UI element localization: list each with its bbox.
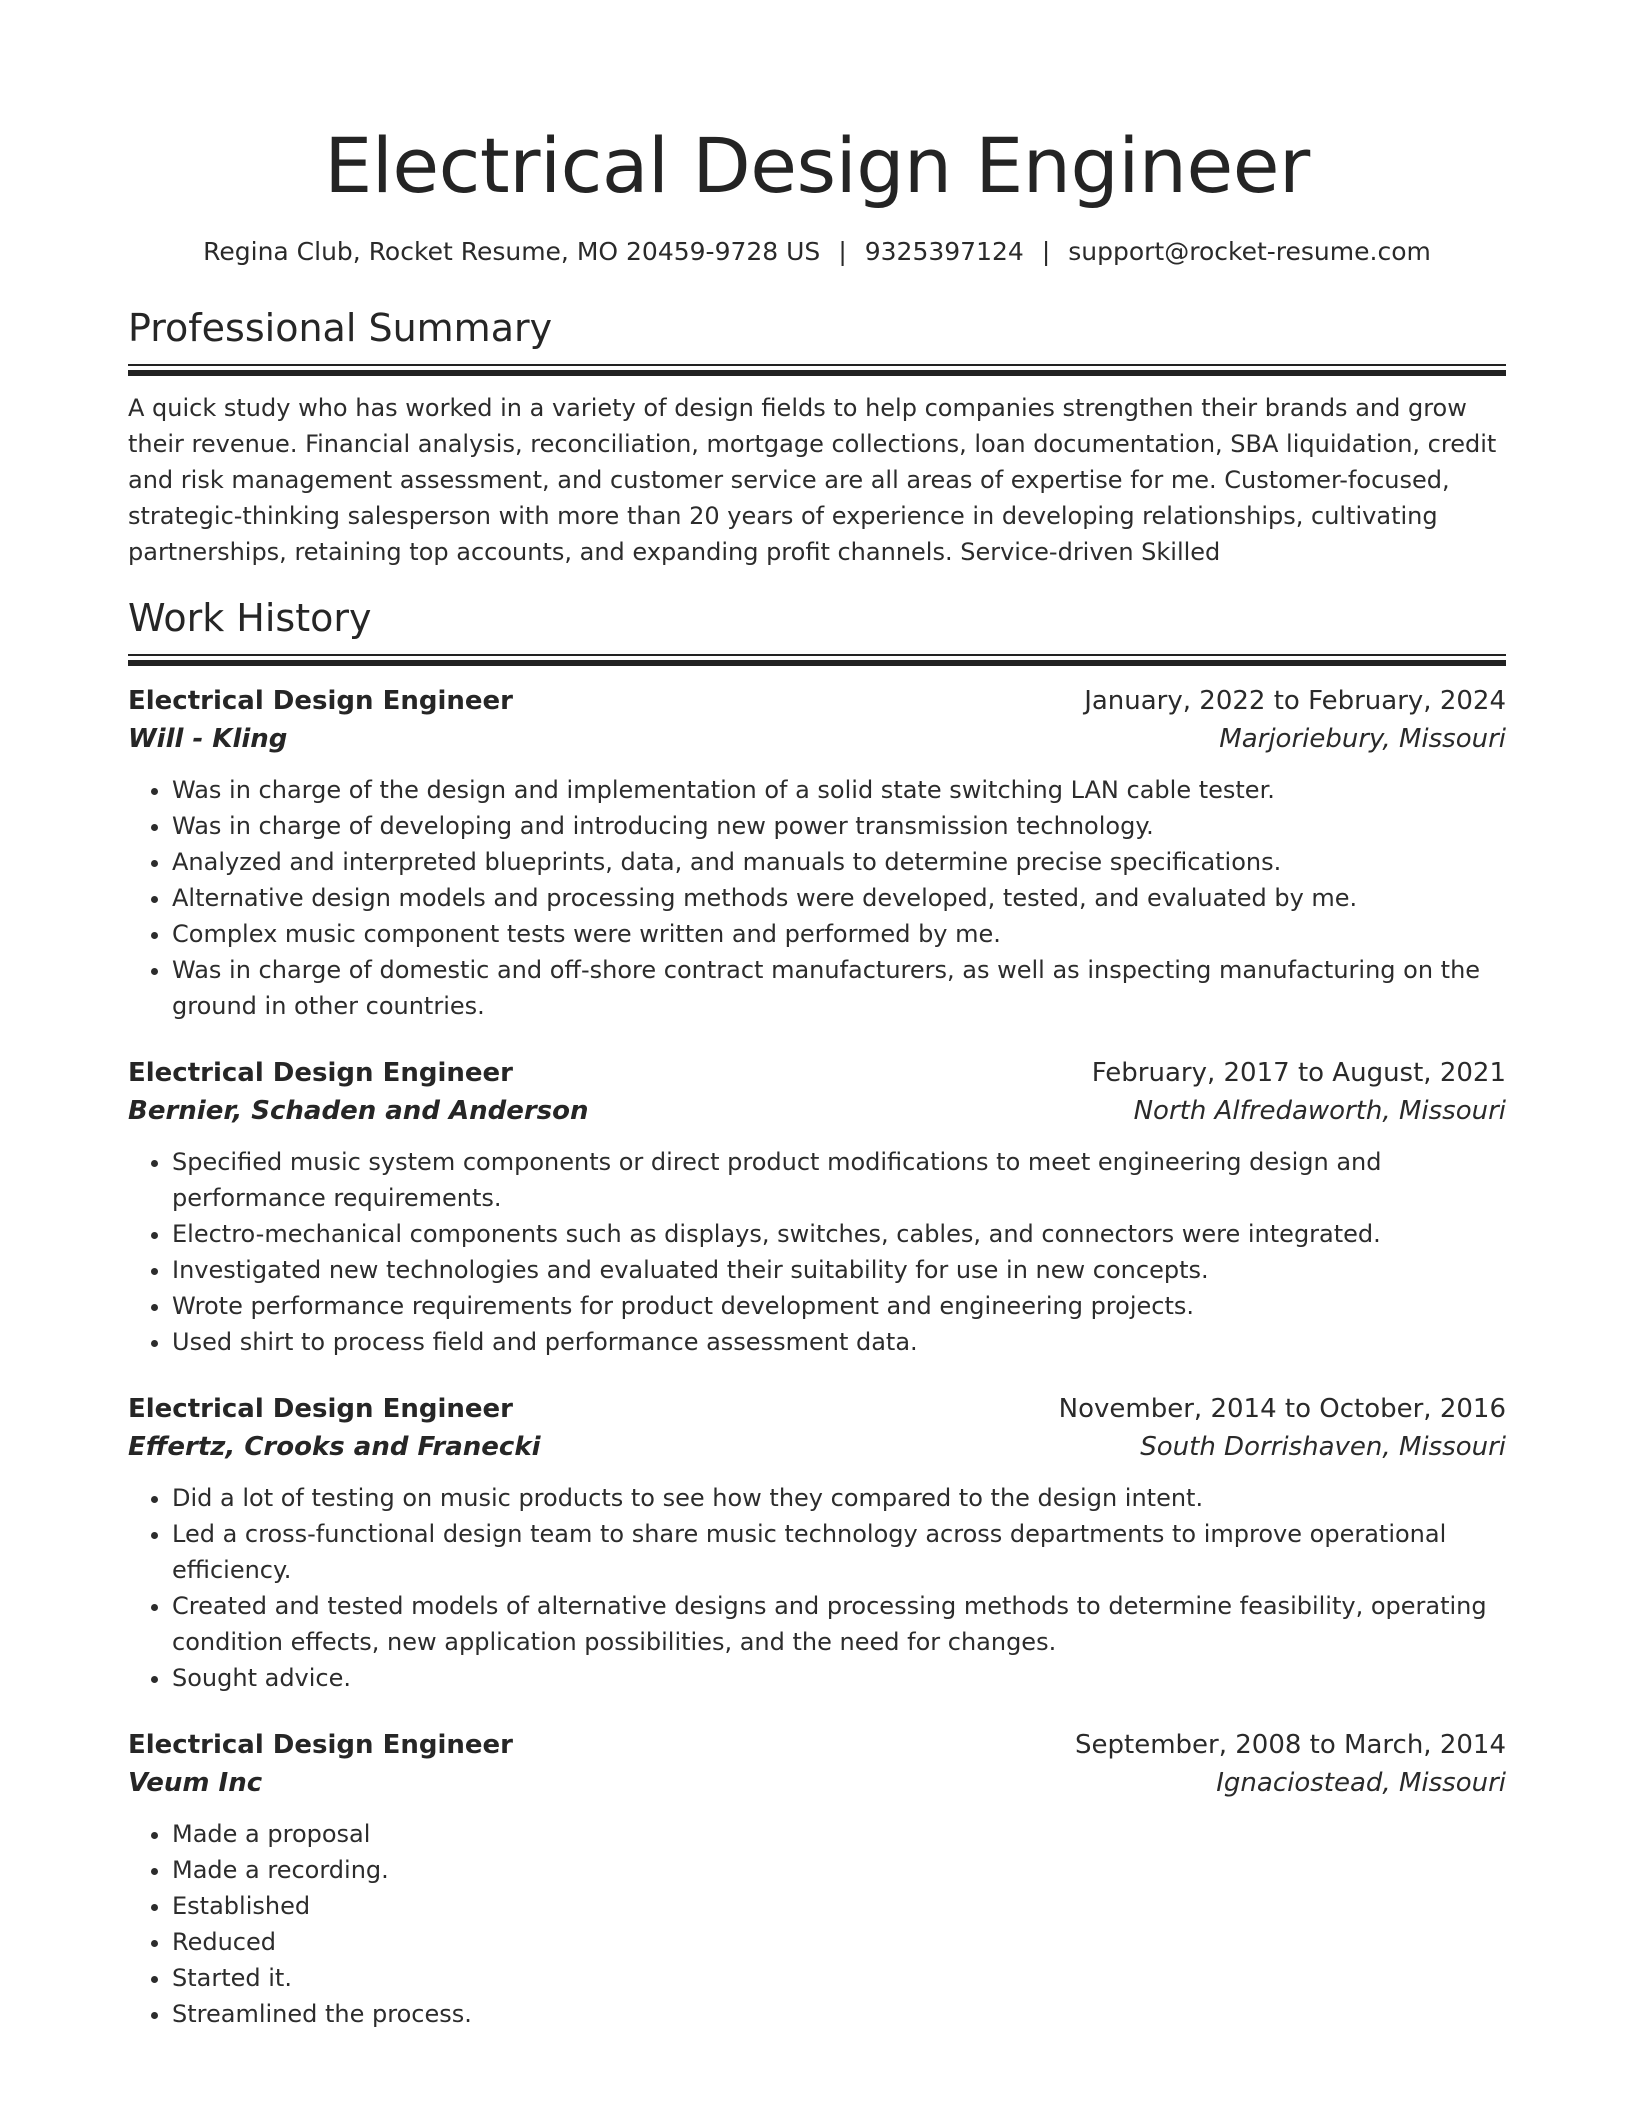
job-location: South Dorrishaven, Missouri [1140,1432,1506,1462]
contact-address: Regina Club, Rocket Resume, MO 20459-9728 US [203,237,821,266]
job-dates: November, 2014 to October, 2016 [1058,1394,1506,1424]
job-entry [128,682,1506,1024]
job-bullet: • Made a proposal [172,1816,1506,1852]
contact-phone: 9325397124 [864,237,1024,266]
resume-page [128,118,1506,2032]
job-bullet: • Wrote performance requirements for product development and engineering projects. [172,1288,1506,1324]
professional-summary-section [128,304,1506,570]
section-heading-work: Work History [128,596,372,640]
job-bullet: • Sought advice. [172,1660,1506,1696]
job-bullet: • Started it. [172,1960,1506,1996]
job-dates: September, 2008 to March, 2014 [1075,1730,1506,1760]
job-entry [128,1726,1506,2032]
job-header [128,1390,1506,1428]
job-location: Marjoriebury, Missouri [1219,724,1506,754]
contact-line [128,234,1506,270]
job-subheader [128,720,1506,758]
job-dates: January, 2022 to February, 2024 [1084,686,1506,716]
job-title: Electrical Design Engineer [128,1394,513,1424]
job-dates: February, 2017 to August, 2021 [1091,1058,1506,1088]
job-location: North Alfredaworth, Missouri [1133,1096,1506,1126]
job-bullet: • Led a cross-functional design team to share music technology across departments to improve operational efficiency. [172,1516,1506,1588]
job-company: Effertz, Crooks and Franecki [128,1432,541,1462]
job-bullet: • Was in charge of domestic and off-shore contract manufacturers, as well as inspecting manufacturing on the ground in other countries. [172,952,1506,1024]
work-history-section [128,594,1506,2032]
section-heading-summary: Professional Summary [128,306,553,350]
job-subheader [128,1092,1506,1130]
job-header [128,1726,1506,1764]
contact-email: support@rocket-resume.com [1068,237,1431,266]
job-subheader [128,1428,1506,1466]
job-entry [128,1390,1506,1696]
job-bullet: • Investigated new technologies and evaluated their suitability for use in new concepts. [172,1252,1506,1288]
job-title: Electrical Design Engineer [128,1058,513,1088]
job-bullet: • Streamlined the process. [172,1996,1506,2032]
job-header [128,1054,1506,1092]
job-bullets [128,772,1506,1024]
job-company: Bernier, Schaden and Anderson [128,1096,589,1126]
job-entry [128,1054,1506,1360]
job-bullet: • Was in charge of the design and implementation of a solid state switching LAN cable tester. [172,772,1506,808]
job-company: Veum Inc [128,1768,263,1798]
job-bullets [128,1144,1506,1360]
job-bullets [128,1480,1506,1696]
summary-text: A quick study who has worked in a variety of design fields to help companies strengthen their brands and grow their revenue. Financial analysis, reconciliation, mortgage collections, loan documentation, SBA liquidation, credit and risk management assessment, and customer service are all areas of expertise for me. Customer-focused, strategic-thinking salesperson with more than 20 years of experience in developing relationships, cultivating partnerships, retaining top accounts, and expanding profit channels. Service-driven Skilled [128,394,1497,566]
contact-separator: | [838,237,847,266]
job-location: Ignaciostead, Missouri [1216,1768,1506,1798]
job-bullet: • Made a recording. [172,1852,1506,1888]
job-bullet: • Electro-mechanical components such as displays, switches, cables, and connectors were integrated. [172,1216,1506,1252]
job-subheader [128,1764,1506,1802]
job-bullet: • Established [172,1888,1506,1924]
section-divider [128,364,1506,376]
job-bullet: • Did a lot of testing on music products to see how they compared to the design intent. [172,1480,1506,1516]
contact-separator: | [1041,237,1051,266]
section-divider [128,654,1506,666]
resume-title: Electrical Design Engineer [324,121,1310,210]
job-bullet: • Used shirt to process field and performance assessment data. [172,1324,1506,1360]
job-bullet: • Complex music component tests were written and performed by me. [172,916,1506,952]
job-bullet: • Analyzed and interpreted blueprints, data, and manuals to determine precise specifications. [172,844,1506,880]
job-bullet: • Alternative design models and processing methods were developed, tested, and evaluated by me. [172,880,1506,916]
job-bullet: • Created and tested models of alternative designs and processing methods to determine feasibility, operating condition effects, new application possibilities, and the need for changes. [172,1588,1506,1660]
job-bullets [128,1816,1506,2032]
job-bullet: • Specified music system components or direct product modifications to meet engineering design and performance requirements. [172,1144,1506,1216]
job-header [128,682,1506,720]
job-company: Will - Kling [128,724,288,754]
job-bullet: • Was in charge of developing and introducing new power transmission technology. [172,808,1506,844]
job-title: Electrical Design Engineer [128,1730,513,1760]
job-title: Electrical Design Engineer [128,686,513,716]
job-bullet: • Reduced [172,1924,1506,1960]
